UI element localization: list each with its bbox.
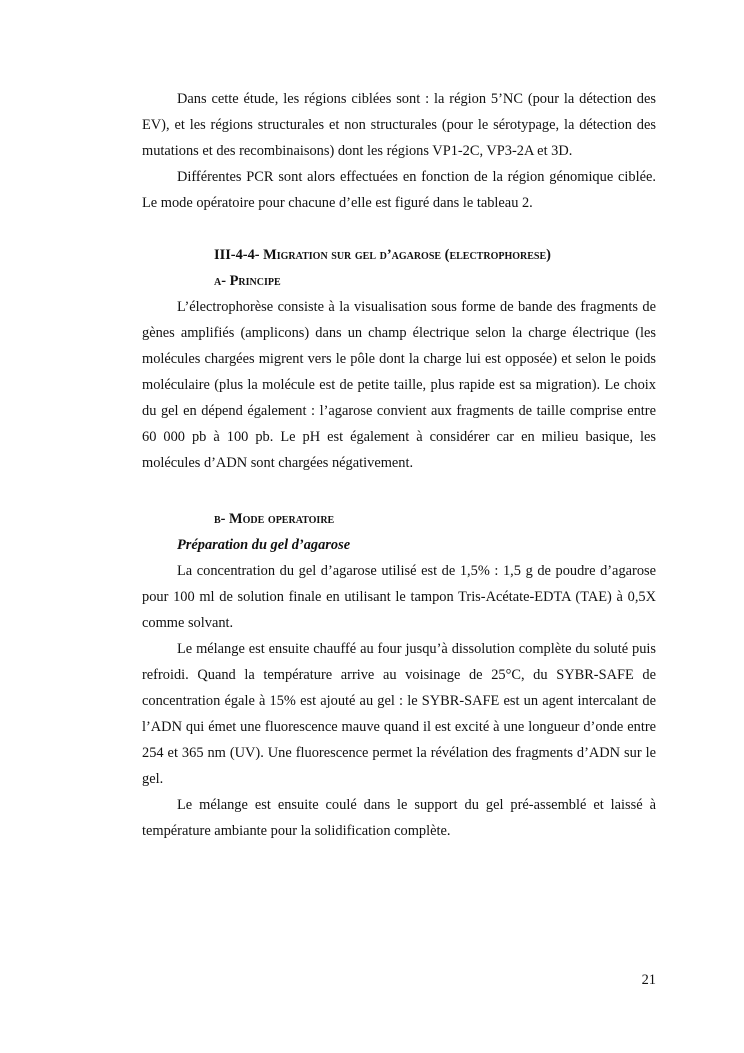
procedure-paragraph-2: Le mélange est ensuite chauffé au four jusqu’à dissolution complète du soluté puis refroidi. Quand la température arrive au voisinage de 25°C, du SYBR-SAFE de concentration égale à 15% est ajouté au gel : le SYBR-SAFE est un agent intercalant de l’ADN qui émet une fluorescence mauve quand il est excité à une longueur d’onde entre 254 et 365 nm (UV). Une fluorescence permet la révélation des fragments d’ADN sur le gel.: [142, 641, 656, 787]
section-heading: III-4-4- Migration sur gel d’agarose (electrophorese): [214, 247, 551, 263]
intro-paragraph-2: Différentes PCR sont alors effectuées en fonction de la région génomique ciblée. Le mode opératoire pour chacune d’elle est figuré dans le tableau 2.: [142, 169, 656, 211]
subsection-b-heading: b- Mode operatoire: [214, 511, 335, 527]
subsection-a-heading: a- Principe: [214, 273, 281, 289]
spacer: [142, 216, 656, 242]
page-number: 21: [641, 972, 656, 988]
page-body: [142, 86, 656, 844]
principle-paragraph: L’électrophorèse consiste à la visualisation sous forme de bande des fragments de gènes amplifiés (amplicons) dans un champ électrique selon la charge électrique (les molécules chargées migrent vers le pôle dont la charge lui est opposée) et selon le poids moléculaire (plus la molécule est de petite taille, plus rapide est sa migration). Le choix du gel en dépend également : l’agarose convient aux fragments de taille comprise entre 60 000 pb à 100 pb. Le pH est également à considérer car en milieu basique, les molécules d’ADN sont chargées négativement.: [142, 299, 656, 471]
intro-paragraph-1: Dans cette étude, les régions ciblées sont : la région 5’NC (pour la détection des EV), et les régions structurales et non structurales (pour le sérotypage, la détection des mutations et des recombinaisons) dont les régions VP1-2C, VP3-2A et 3D.: [142, 91, 656, 159]
gel-preparation-subtitle: Préparation du gel d’agarose: [177, 537, 351, 553]
procedure-paragraph-3: Le mélange est ensuite coulé dans le support du gel pré-assemblé et laissé à température ambiante pour la solidification complète.: [142, 797, 656, 839]
spacer: [142, 476, 656, 502]
procedure-paragraph-1: La concentration du gel d’agarose utilisé est de 1,5% : 1,5 g de poudre d’agarose pour 100 ml de solution finale en utilisant le tampon Tris-Acétate-EDTA (TAE) à 0,5X comme solvant.: [142, 563, 656, 631]
